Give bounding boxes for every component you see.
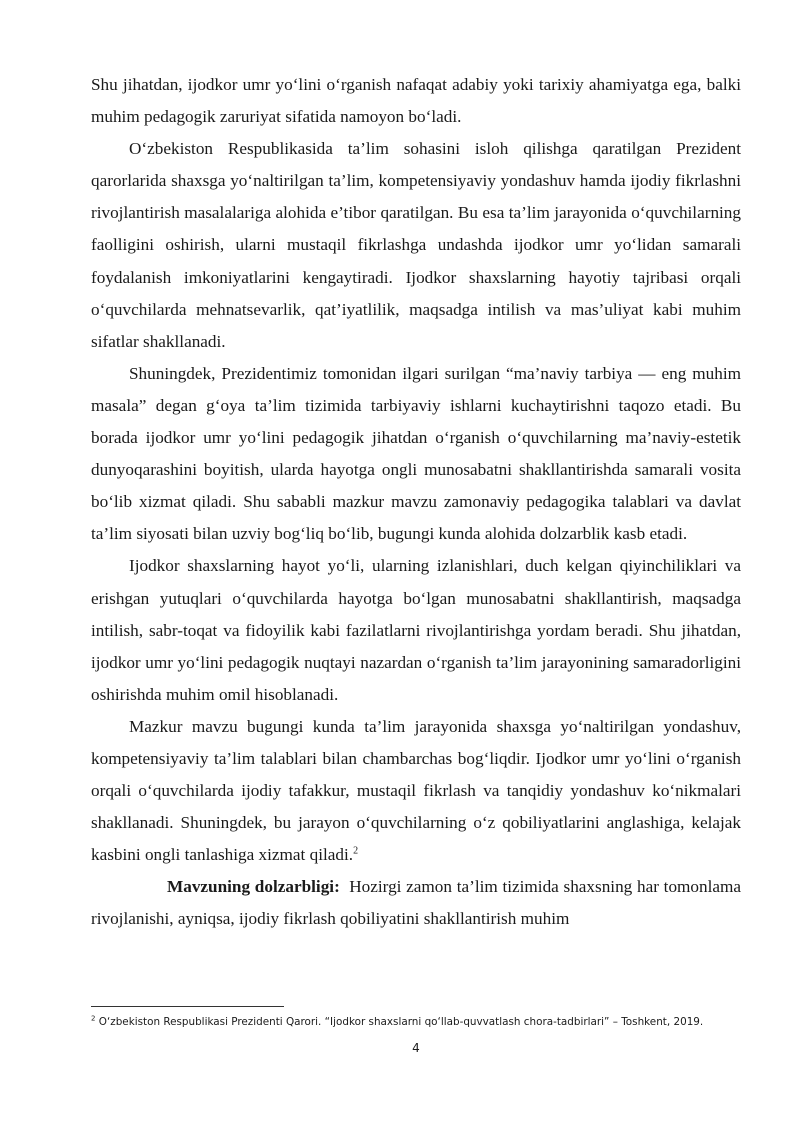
paragraph-2: O‘zbekiston Respublikasida ta’lim sohasini isloh qilishga qaratilgan Prezident qarorlarida shaxsga yo‘naltirilgan ta’lim, kompetensiyaviy yondashuv hamda ijodiy fikrlashni rivojlantirish masalalariga alohida e’tibor qaratilgan. Bu esa ta’lim jarayonida o‘quvchilarning faolligini oshirish, ularni mustaqil fikrlashga undashda ijodkor umr yo‘lidan samarali foydalanish imkoniyatlarini kengaytiradi. Ijodkor shaxslarning hayotiy tajribasi orqali o‘quvchilarda mehnatsevarlik, qat’iyatlilik, maqsadga intilish va mas’uliyat kabi muhim sifatlar shakllanadi. xyxy=(91,139,741,351)
footnote-reference[interactable]: 2 xyxy=(353,845,359,857)
paragraph-4: Ijodkor shaxslarning hayot yo‘li, ularning izlanishlari, duch kelgan qiyinchiliklari va erishgan yutuqlari o‘quvchilarda hayotga bo‘lgan munosabatni shakllantirish, maqsadga intilish, sabr-toqat va fidoyilik kabi fazilatlarni rivojlantirishga yordam beradi. Shu jihatdan, ijodkor umr yo‘lini pedagogik nuqtayi nazardan o‘rganish ta’lim jarayonining samaradorligini oshirishda muhim omil hisoblanadi. xyxy=(91,556,741,704)
paragraph-3: Shuningdek, Prezidentimiz tomonidan ilgari surilgan “ma’naviy tarbiya — eng muhim masala” degan g‘oya ta’lim tizimida tarbiyaviy ishlarni kuchaytirishni taqozo etadi. Bu borada ijodkor umr yo‘lini pedagogik jihatdan o‘rganish o‘quvchilarning ma’naviy-estetik dunyoqarashini boyitish, ularda hayotga ongli munosabatni shakllantirishda samarali vosita bo‘lib xizmat qiladi. Shu sababli mazkur mavzu zamonaviy pedagogika talablari va davlat ta’lim siyosati bilan uzviy bog‘liq bo‘lib, bugungi kunda alohida dolzarblik kasb etadi. xyxy=(91,363,741,544)
footnote-number: 2 xyxy=(91,1014,96,1023)
footnote-text: O‘zbekiston Respublikasi Prezidenti Qarori. “Ijodkor shaxslarni qo‘llab-quvvatlash chora-tadbirlari” – Toshkent, 2019. xyxy=(98,1016,704,1028)
section-heading: Mavzuning dolzarbligi: xyxy=(167,877,340,897)
relevance-paragraph xyxy=(91,871,741,935)
paragraph-1: Shu jihatdan, ijodkor umr yo‘lini o‘rganish nafaqat adabiy yoki tarixiy ahamiyatga ega, balki muhim pedagogik zaruriyat sifatida namoyon bo‘ladi. xyxy=(91,75,741,127)
section-text: Hozirgi zamon ta’lim tizimida shaxsning har tomonlama rivojlanishi, ayniqsa, ijodiy fikrlash qobiliyatini shakllantirish muhim xyxy=(91,877,741,929)
body-text xyxy=(91,69,741,936)
footnote-separator xyxy=(91,1006,284,1007)
paragraph-5-text: Mazkur mavzu bugungi kunda ta’lim jarayonida shaxsga yo‘naltirilgan yondashuv, kompetensiyaviy ta’lim talablari bilan chambarchas bog‘liqdir. Ijodkor umr yo‘lini o‘rganish orqali o‘quvchilarda ijodiy tafakkur, mustaqil fikrlash va tanqidiy yondashuv ko‘nikmalari shakllanadi. Shuningdek, bu jarayon o‘quvchilarning o‘z qobiliyatlarini anglashiga, kelajak kasbini ongli tanlashiga xizmat qiladi. xyxy=(91,716,741,865)
page-number: 4 xyxy=(412,1041,420,1055)
footnote xyxy=(91,1014,751,1030)
paragraph-5 xyxy=(91,711,741,871)
